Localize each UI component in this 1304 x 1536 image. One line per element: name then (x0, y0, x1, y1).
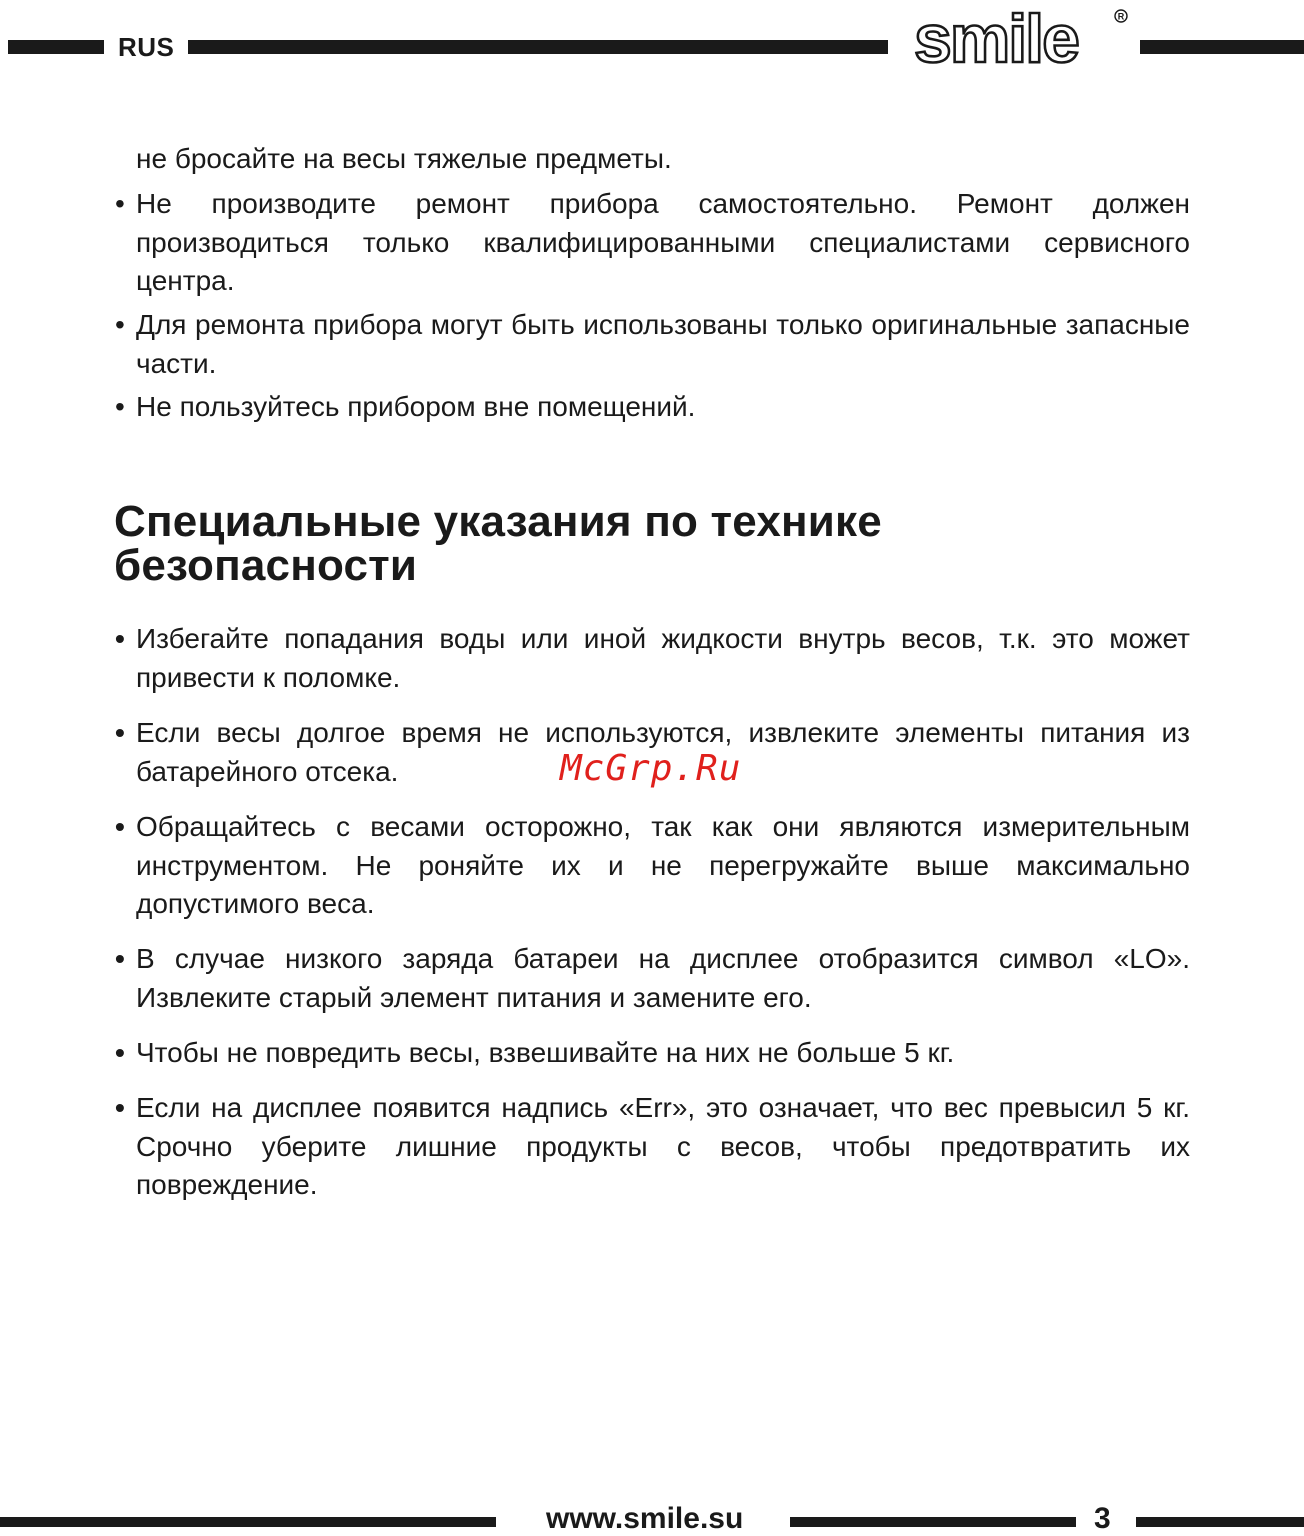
svg-text:R: R (1117, 11, 1125, 22)
bullet-mark: • (115, 391, 125, 422)
footer-rule-left (0, 1517, 496, 1527)
header-rule-middle (188, 40, 888, 54)
bullet-mark: • (115, 188, 125, 219)
footer-rule-right (1136, 1517, 1304, 1527)
bullet-mark: • (115, 623, 125, 654)
footer-website: www.smile.su (546, 1502, 744, 1535)
page-number: 3 (1094, 1502, 1111, 1535)
bullet-mark: • (115, 811, 125, 842)
language-label: RUS (118, 32, 175, 62)
logo-wordmark: smile (914, 1, 1078, 70)
bullet-mark: • (115, 309, 125, 340)
intro-item-1: Не производите ремонт прибора самостоятельно. Ремонт должен производиться только квалифицированными специалистами сервисного центра. (136, 188, 1190, 296)
section-title (114, 497, 882, 590)
section-title-line-1: Специальные указания по технике (114, 497, 882, 546)
section-item-1: Избегайте попадания воды или иной жидкости внутрь весов, т.к. это может привести к поломке. (136, 623, 1190, 693)
section-item-2: Если весы долгое время не используются, извлеките элементы питания из батарейного отсека. (136, 717, 1190, 787)
intro-item-2: Для ремонта прибора могут быть использованы только оригинальные запасные части. (136, 309, 1190, 379)
bullet-mark: • (115, 1037, 125, 1068)
smile-logo (910, 0, 1135, 70)
intro-continuation: не бросайте на весы тяжелые предметы. (136, 143, 672, 174)
header-rule-left (8, 40, 104, 54)
section-item-6: Если на дисплее появится надпись «Err», это означает, что вес превысил 5 кг. Срочно уберите лишние продукты с весов, чтобы предотвратить их повреждение. (136, 1092, 1190, 1200)
intro-item-3: Не пользуйтесь прибором вне помещений. (136, 391, 696, 422)
header-rule-right (1140, 40, 1304, 54)
footer-rule-middle (790, 1517, 1076, 1527)
section-title-line-2: безопасности (114, 541, 418, 590)
section-item-4: В случае низкого заряда батареи на дисплее отобразится символ «LO». Извлеките старый элемент питания и замените его. (136, 943, 1190, 1013)
section-item-3: Обращайтесь с весами осторожно, так как они являются измерительным инструментом. Не роняйте их и не перегружайте выше максимально допустимого веса. (136, 811, 1190, 919)
bullet-mark: • (115, 717, 125, 748)
page-header (0, 0, 1304, 90)
bullet-mark: • (115, 943, 125, 974)
bullet-mark: • (115, 1092, 125, 1123)
watermark: McGrp.Ru (560, 748, 742, 789)
section-item-5: Чтобы не повредить весы, взвешивайте на них не больше 5 кг. (136, 1037, 955, 1068)
